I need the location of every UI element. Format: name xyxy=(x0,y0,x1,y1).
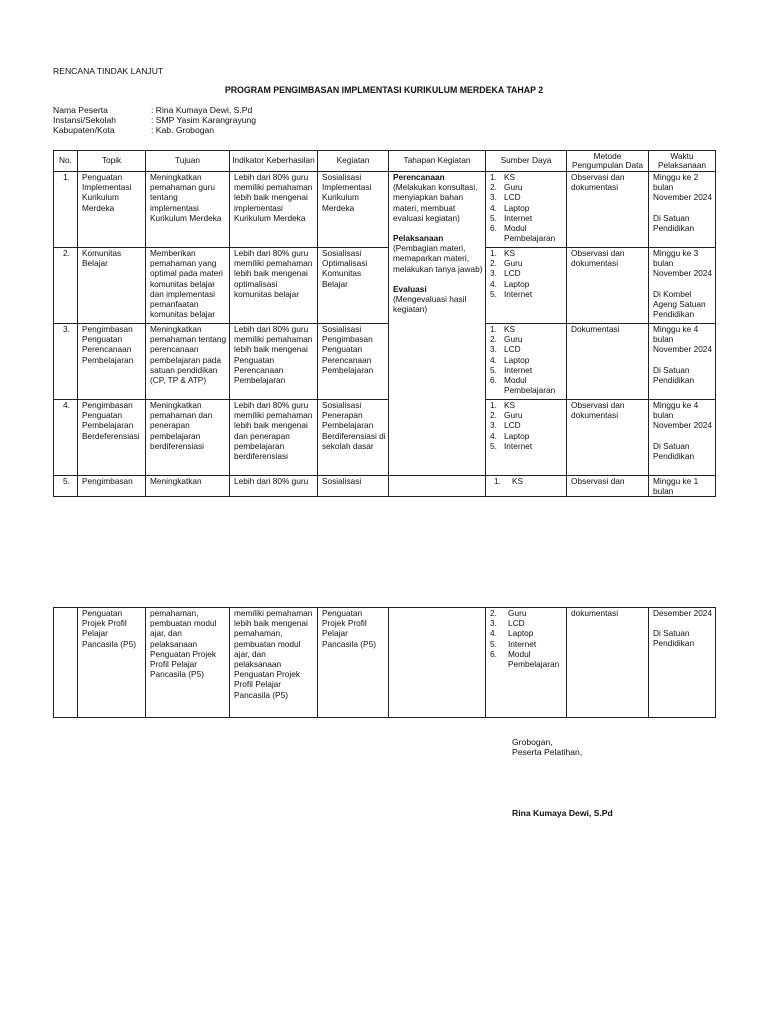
header-metode: Metode Pengumpulan Data xyxy=(567,151,649,172)
cell-metode: Dokumentasi xyxy=(567,324,649,400)
list-item: 5. Internet xyxy=(490,440,533,451)
cell-waktu: Minggu ke 1 bulan xyxy=(649,476,716,497)
cell-topik: Penguatan Projek Profil Pelajar Pancasila (P5) xyxy=(78,608,146,718)
cell-kegiatan: Sosialisasi Implementasi Kurikulum Merdeka xyxy=(318,172,389,248)
list-item: 1. KS xyxy=(490,172,516,182)
list-item: 6. Modul Pembelajaran xyxy=(490,223,556,244)
cell-topik: Pengimbasan xyxy=(78,476,146,497)
cell-no: 2. xyxy=(54,248,78,324)
waktu-text: Desember 2024 xyxy=(653,608,713,618)
cell-sumber xyxy=(486,172,567,248)
cell-indikator: Lebih dari 80% guru memiliki pemahaman lebih baik mengenai implementasi Kurikulum Merdeka xyxy=(230,172,318,248)
identity-value: : Rina Kumaya Dewi, S.Pd xyxy=(151,105,253,115)
signature-block xyxy=(512,737,582,757)
list-item: 4. Laptop xyxy=(490,202,530,213)
list-item: 1. KS xyxy=(490,400,516,410)
header-kegiatan: Kegiatan xyxy=(318,151,389,172)
table-row xyxy=(54,324,716,400)
header-tujuan: Tujuan xyxy=(146,151,230,172)
tahapan-pelaksanaan-body: (Pembagian materi, memaparkan materi, melakukan tanya jawab) xyxy=(393,243,483,274)
waktu-text: Minggu ke 2 bulan November 2024 xyxy=(653,172,713,203)
cell-waktu xyxy=(649,400,716,476)
cell-kegiatan: Sosialisasi Pengimbasan Penguatan Perencanaan Pembelajaran xyxy=(318,324,389,400)
table-row xyxy=(54,608,716,718)
cell-no xyxy=(54,608,78,718)
cell-waktu xyxy=(649,324,716,400)
list-item: 2. Guru xyxy=(490,334,523,345)
list-item: 5. Internet xyxy=(490,364,533,375)
waktu-text: Minggu ke 4 bulan November 2024 xyxy=(653,400,713,431)
signature-name: Rina Kumaya Dewi, S.Pd xyxy=(512,808,613,818)
list-item: 4. Laptop xyxy=(490,278,530,289)
table-row xyxy=(54,400,716,476)
list-item: 3. LCD xyxy=(490,192,521,203)
tempat-text: Di Kombel Ageng Satuan Pendidikan xyxy=(653,288,706,320)
table-row xyxy=(54,476,716,497)
list-item: 3. LCD xyxy=(490,268,521,279)
tahapan-evaluasi-title: Evaluasi xyxy=(393,283,427,294)
identity-value: : SMP Yasim Karangrayung xyxy=(151,115,257,125)
tempat-text: Di Satuan Pendidikan xyxy=(653,364,695,385)
cell-tahapan xyxy=(389,172,486,476)
waktu-text: Minggu ke 4 bulan November 2024 xyxy=(653,324,713,355)
list-item: 2. Guru xyxy=(490,410,523,421)
cell-indikator: memiliki pemahaman lebih baik mengenai pemahaman, pembuatan modul ajar, dan pelaksanaan Penguatan Projek Profil Pelajar Pancasila (P5) xyxy=(230,608,318,718)
list-item: 1. KS xyxy=(490,324,516,334)
cell-indikator: Lebih dari 80% guru memiliki pemahaman lebih baik mengenai dan penerapan pembelajaran berdiferensiasi xyxy=(230,400,318,476)
cell-topik: Komunitas Belajar xyxy=(78,248,146,324)
cell-waktu xyxy=(649,172,716,248)
cell-tujuan: Memberikan pemahaman yang optimal pada materi komunitas belajar dan implementasi pemanfaatan komunitas belajar xyxy=(146,248,230,324)
list-item: 3. LCD xyxy=(490,618,525,629)
cell-indikator: Lebih dari 80% guru memiliki pemahaman lebih baik mengenai optimalisasi komunitas belajar xyxy=(230,248,318,324)
cell-tahapan xyxy=(389,476,486,497)
cell-tujuan: pemahaman, pembuatan modul ajar, dan pelaksanaan Penguatan Projek Profil Pelajar Pancasila (P5) xyxy=(146,608,230,718)
identity-label: Nama Peserta xyxy=(53,105,108,115)
table-row xyxy=(54,248,716,324)
list-item: 5. Internet xyxy=(490,212,533,223)
cell-kegiatan: Penguatan Projek Profil Pelajar Pancasila (P5) xyxy=(318,608,389,718)
list-item: 5. Internet xyxy=(490,638,537,649)
identity-name-row xyxy=(53,105,256,115)
header-waktu: Waktu Pelaksanaan xyxy=(649,151,716,172)
cell-sumber xyxy=(486,400,567,476)
header-tahapan: Tahapan Kegiatan xyxy=(389,151,486,172)
list-item: 4. Laptop xyxy=(490,354,530,365)
cell-waktu xyxy=(649,248,716,324)
table-header-row xyxy=(54,151,716,172)
cell-sumber xyxy=(486,608,567,718)
list-item: 1. KS xyxy=(490,248,516,258)
cell-sumber xyxy=(486,324,567,400)
tahapan-pelaksanaan-title: Pelaksanaan xyxy=(393,233,444,244)
cell-no: 3. xyxy=(54,324,78,400)
cell-topik: Penguatan Implementasi Kurikulum Merdeka xyxy=(78,172,146,248)
cell-kegiatan: Sosialisasi Optimalisasi Komunitas Belajar xyxy=(318,248,389,324)
identity-school-row xyxy=(53,115,256,125)
plan-table-continued xyxy=(53,607,716,718)
cell-waktu xyxy=(649,608,716,718)
header-indikator: Indikator Keberhasilan xyxy=(230,151,318,172)
cell-metode: dokumentasi xyxy=(567,608,649,718)
cell-no: 4. xyxy=(54,400,78,476)
table-row xyxy=(54,172,716,248)
tahapan-perencanaan-title: Perencanaan xyxy=(393,172,445,182)
list-item: 2. Guru xyxy=(490,258,523,269)
header-sumber: Sumber Daya xyxy=(486,151,567,172)
waktu-text: Minggu ke 3 bulan November 2024 xyxy=(653,248,713,279)
list-item: 5. Internet xyxy=(490,288,533,299)
tahapan-perencanaan-body: (Melakukan konsultasi, menyiapkan bahan materi, membuat evaluasi kegiatan) xyxy=(393,182,478,223)
cell-topik: Pengimbasan Penguatan Perencanaan Pembelajaran xyxy=(78,324,146,400)
identity-value: : Kab. Grobogan xyxy=(151,125,215,135)
cell-no: 1. xyxy=(54,172,78,248)
list-item: 3. LCD xyxy=(490,420,521,431)
list-item: 4. Laptop xyxy=(490,628,534,639)
header-topik: Topik xyxy=(78,151,146,172)
header-no: No. xyxy=(54,151,78,172)
cell-tujuan: Meningkatkan xyxy=(146,476,230,497)
cell-sumber xyxy=(486,248,567,324)
identity-label: Kabupaten/Kota xyxy=(53,125,115,135)
cell-tujuan: Meningkatkan pemahaman tentang perencanaan pembelajaran pada satuan pendidikan (CP, TP & ATP) xyxy=(146,324,230,400)
document-title: PROGRAM PENGIMBASAN IMPLMENTASI KURIKULUM MERDEKA TAHAP 2 xyxy=(224,85,544,95)
cell-kegiatan: Sosialisasi xyxy=(318,476,389,497)
cell-metode: Observasi dan dokumentasi xyxy=(567,400,649,476)
cell-no: 5. xyxy=(54,476,78,497)
cell-metode: Observasi dan dokumentasi xyxy=(567,172,649,248)
list-item: 1. KS xyxy=(494,476,524,486)
list-item: 2. Guru xyxy=(490,608,527,618)
tahapan-evaluasi-body: (Mengevaluasi hasil kegiatan) xyxy=(393,294,467,315)
cell-metode: Observasi dan dokumentasi xyxy=(567,248,649,324)
list-item: 3. LCD xyxy=(490,344,521,355)
list-item: 4. Laptop xyxy=(490,430,530,441)
identity-regency-row xyxy=(53,125,256,135)
plan-table xyxy=(53,150,716,497)
cell-topik: Pengimbasan Penguatan Pembelajaran Berdeferensiasi xyxy=(78,400,146,476)
cell-sumber xyxy=(486,476,567,497)
identity-block xyxy=(53,105,256,135)
cell-tujuan: Meningkatkan pemahaman dan penerapan pembelajaran berdiferensiasi xyxy=(146,400,230,476)
cell-indikator: Lebih dari 80% guru memiliki pemahaman lebih baik mengenai Penguatan Perencanaan Pembelajaran xyxy=(230,324,318,400)
list-item: 6. Modul Pembelajaran xyxy=(490,375,556,396)
tempat-text: Di Satuan Pendidikan xyxy=(653,440,695,461)
cell-indikator: Lebih dari 80% guru xyxy=(230,476,318,497)
tempat-text: Di Satuan Pendidikan xyxy=(653,212,695,233)
identity-label: Instansi/Sekolah xyxy=(53,115,117,125)
cell-tahapan xyxy=(389,608,486,718)
list-item: 6. Modul Pembelajaran xyxy=(490,648,560,670)
tempat-text: Di Satuan Pendidikan xyxy=(653,628,695,649)
list-item: 2. Guru xyxy=(490,182,523,193)
signature-place: Grobogan, xyxy=(512,737,553,747)
signature-role: Peserta Pelatihan, xyxy=(512,747,583,757)
document-heading: RENCANA TINDAK LANJUT xyxy=(53,66,164,76)
cell-tujuan: Meningkatkan pemahaman guru tentang implementasi Kurikulum Merdeka xyxy=(146,172,230,248)
cell-metode: Observasi dan xyxy=(567,476,649,497)
cell-kegiatan: Sosialisasi Penerapan Pembelajaran Berdiferensiasi di sekolah dasar xyxy=(318,400,389,476)
